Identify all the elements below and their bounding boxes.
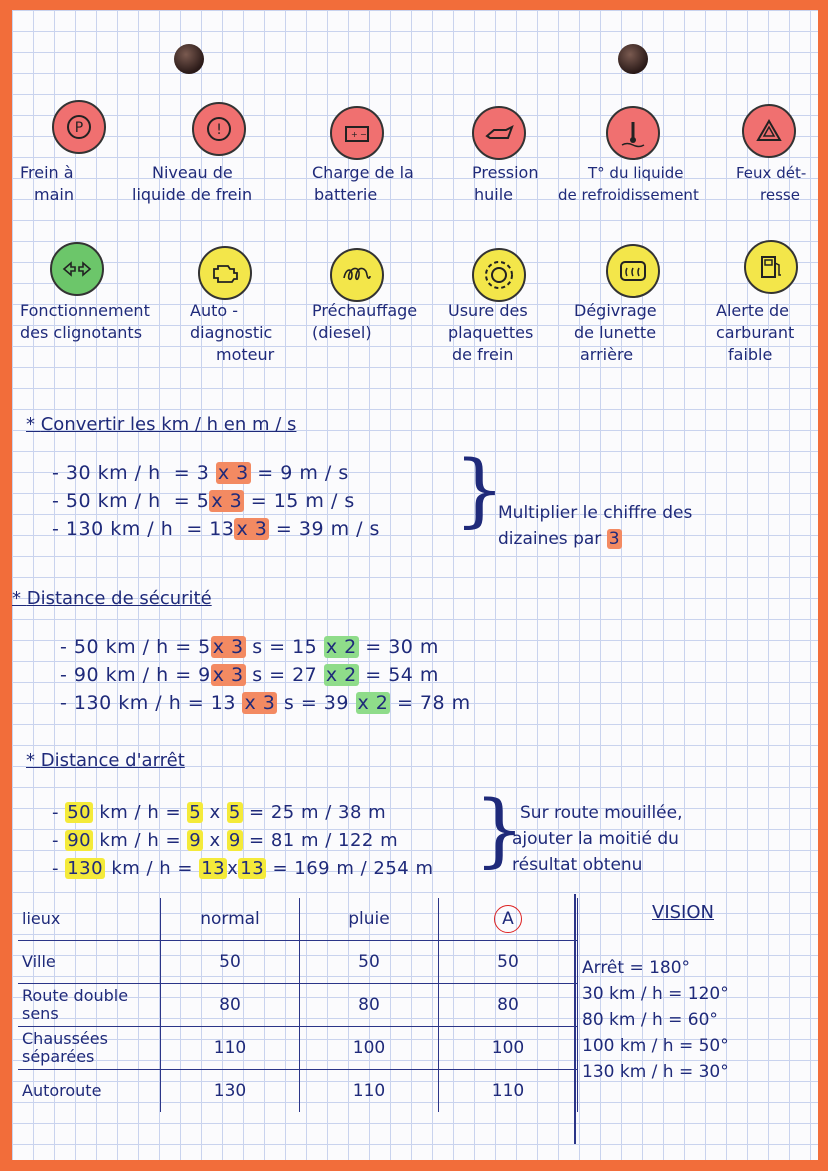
cell-pluie: 80 [300, 984, 439, 1027]
engine-icon [198, 246, 252, 300]
binder-hole-left [174, 44, 204, 74]
battery-icon [330, 106, 384, 160]
label-coolant-temperature: T° du liquide de refroidissement [558, 164, 699, 204]
table-row [18, 1070, 578, 1113]
label-battery: Charge de la batterie [312, 163, 414, 204]
cell-place: Route double sens [18, 984, 161, 1027]
safety-line: - 50 km / h = 5 x 3 s = 15 x 2 = 30 m [60, 636, 439, 658]
label-brake-pads: Usure des plaquettes de frein [448, 301, 534, 364]
stop-note: Sur route mouillée, ajouter la moitié du résultat obtenu [512, 803, 683, 875]
label-turn-signals: Fonctionnement des clignotants [20, 301, 150, 342]
vision-divider [574, 894, 576, 1144]
vision-row: 30 km / h = 120° [582, 984, 729, 1004]
svg-text:P: P [74, 120, 84, 136]
vision-row: 130 km / h = 30° [582, 1062, 729, 1082]
cell-a: 110 [439, 1070, 578, 1113]
table-row [18, 984, 578, 1027]
cell-place: Autoroute [18, 1070, 161, 1113]
brace-stop: } [474, 783, 525, 876]
glow-plug-icon [330, 248, 384, 302]
a-circle-icon: A [494, 905, 522, 933]
brake-pad-wear-icon [472, 248, 526, 302]
vision-row: 80 km / h = 60° [582, 1010, 718, 1030]
stop-line: - 50 km / h = 5 x 5 = 25 m / 38 m [52, 802, 387, 823]
convert-line: - 130 km / h = 13 x 3 = 39 m / s [52, 518, 380, 540]
vision-row: Arrêt = 180° [582, 958, 691, 978]
rear-defrost-icon [606, 244, 660, 298]
turn-signal-arrows-icon [50, 242, 104, 296]
stop-line: - 90 km / h = 9 x 9 = 81 m / 122 m [52, 830, 399, 851]
label-brake-fluid: Niveau de liquide de frein [132, 163, 253, 204]
convert-line: - 30 km / h = 3 x 3 = 9 m / s [52, 462, 349, 484]
cell-place: Chaussées séparées [18, 1027, 161, 1070]
vision-title: VISION [652, 902, 714, 923]
label-glow-plug: Préchauffage (diesel) [312, 301, 418, 342]
brake-fluid-icon [192, 102, 246, 156]
cell-pluie: 100 [300, 1027, 439, 1070]
notebook-page [12, 10, 818, 1160]
cell-a: 100 [439, 1027, 578, 1070]
table-header-row [18, 898, 578, 941]
convert-note: Multiplier le chiffre des dizaines par 3 [498, 503, 693, 549]
cell-pluie: 110 [300, 1070, 439, 1113]
heading-stop-distance: * Distance d'arrêt [26, 750, 185, 771]
label-rear-defrost: Dégivrage de lunette arrière [574, 301, 657, 364]
fuel-pump-icon [744, 240, 798, 294]
cell-place: Ville [18, 941, 161, 984]
brace-convert: } [454, 443, 505, 536]
label-oil-pressure: Pression huile [472, 163, 539, 204]
cell-normal: 130 [161, 1070, 300, 1113]
convert-line: - 50 km / h = 5 x 3 = 15 m / s [52, 490, 355, 512]
label-engine-diagnostic: Auto - diagnostic moteur [190, 301, 275, 364]
label-hazard: Feux dét- resse [736, 164, 807, 204]
heading-safety-distance: * Distance de sécurité [12, 588, 212, 609]
header-normal: normal [161, 898, 300, 941]
svg-text:+: + [351, 130, 358, 139]
heading-convert: * Convertir les km / h en m / s [26, 414, 297, 435]
svg-text:−: − [360, 130, 367, 139]
label-low-fuel: Alerte de carburant faible [716, 301, 795, 364]
vision-row: 100 km / h = 50° [582, 1036, 729, 1056]
table-row [18, 1027, 578, 1070]
table-row [18, 941, 578, 984]
header-lieux: lieux [18, 898, 161, 941]
header-a [439, 898, 578, 941]
safety-line: - 90 km / h = 9 x 3 s = 27 x 2 = 54 m [60, 664, 439, 686]
label-parking-brake: Frein à main [20, 163, 74, 204]
header-pluie: pluie [300, 898, 439, 941]
binder-hole-right [618, 44, 648, 74]
coolant-temperature-icon [606, 106, 660, 160]
cell-a: 50 [439, 941, 578, 984]
speed-limits-table [18, 898, 578, 1112]
cell-normal: 110 [161, 1027, 300, 1070]
hazard-triangle-icon [742, 104, 796, 158]
cell-a: 80 [439, 984, 578, 1027]
cell-normal: 80 [161, 984, 300, 1027]
svg-text:!: ! [216, 122, 222, 138]
parking-brake-icon [52, 100, 106, 154]
stop-line: - 130 km / h = 13 x 13 = 169 m / 254 m [52, 858, 434, 879]
cell-pluie: 50 [300, 941, 439, 984]
cell-normal: 50 [161, 941, 300, 984]
safety-line: - 130 km / h = 13 x 3 s = 39 x 2 = 78 m [60, 692, 471, 714]
oil-pressure-icon [472, 106, 526, 160]
